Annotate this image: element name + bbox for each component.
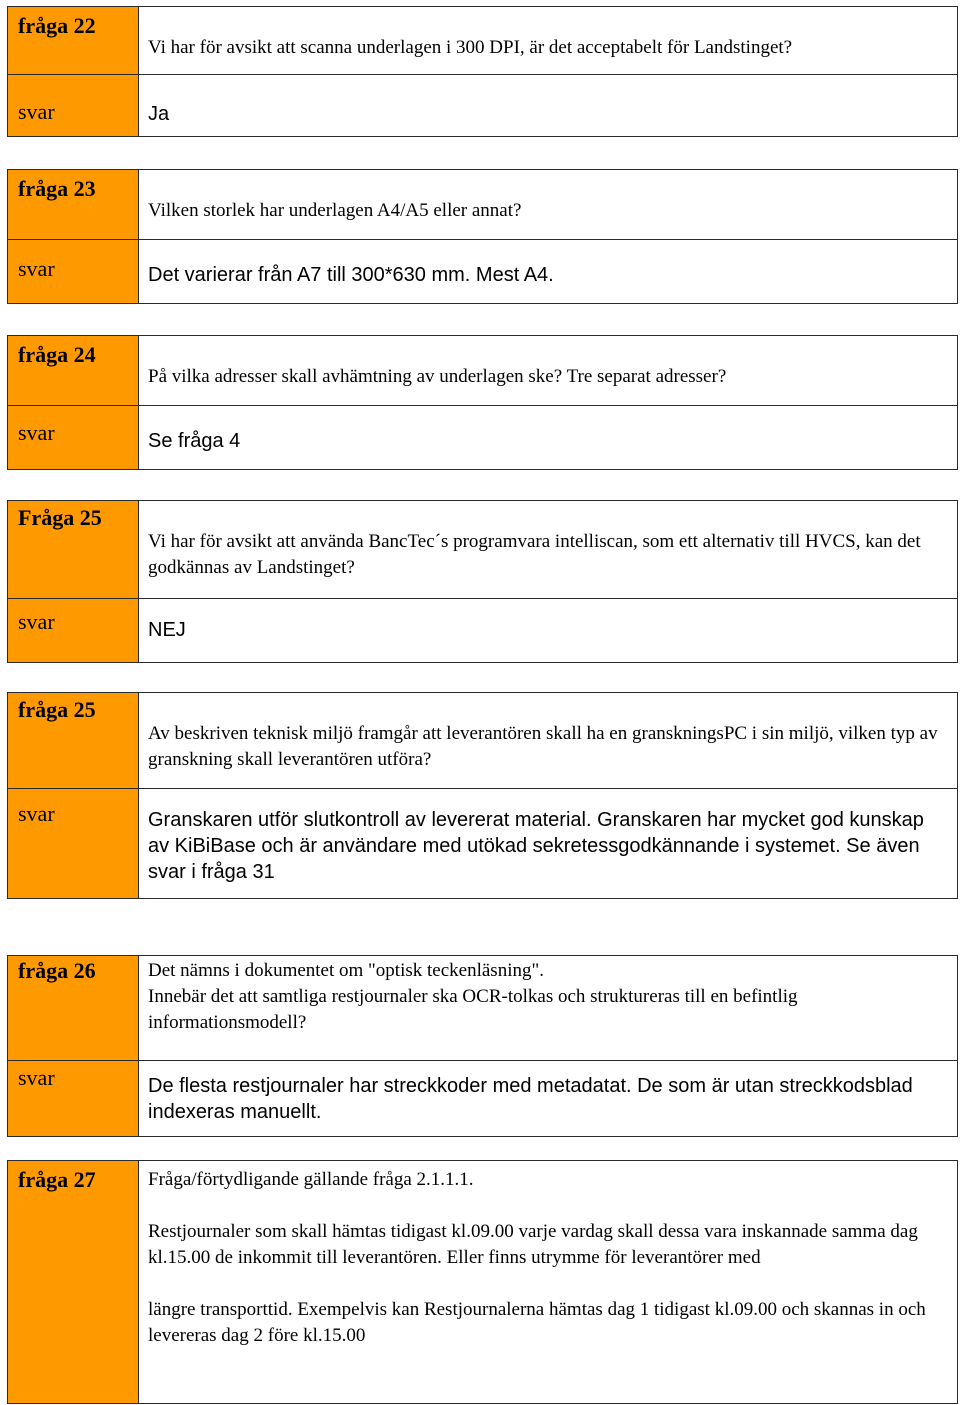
question-text: Av beskriven teknisk miljö framgår att leverantören skall ha en granskningsPC i sin miljö, vilken typ av granskning skall leverantören utföra? [148,723,938,770]
question-cell [139,956,958,1061]
answer-text: NEJ [148,619,186,641]
qa-table-25a [7,500,958,663]
question-label-cell [8,1161,139,1404]
question-label: fråga 26 [18,958,96,983]
question-label-cell [8,693,139,789]
question-text: Vi har för avsikt att använda BancTec´s programvara intelliscan, som ett alternativ till HVCS, kan det godkännas av Landstinget? [148,531,921,578]
answer-text: De flesta restjournaler har streckkoder med metadatat. De som är utan streckkodsblad indexeras manuellt. [148,1075,913,1123]
answer-text: Se fråga 4 [148,430,241,452]
question-label-cell [8,170,139,240]
question-text: Det nämns i dokumentet om "optisk teckenläsning". [148,960,544,981]
question-cell [139,501,958,599]
answer-label: svar [18,420,55,445]
answer-label: svar [18,1065,55,1090]
question-text: Vilken storlek har underlagen A4/A5 eller annat? [148,200,522,221]
question-label-cell [8,956,139,1061]
qa-table-26 [7,955,958,1137]
answer-label-cell [8,599,139,663]
qa-table-22 [7,6,958,137]
question-cell [139,7,958,75]
question-cell [139,170,958,240]
question-label: Fråga 25 [18,505,102,530]
question-text: Innebär det att samtliga restjournaler ska OCR-tolkas och struktureras till en befintlig informationsmodell? [148,986,798,1033]
answer-cell [139,599,958,663]
question-label: fråga 22 [18,13,96,38]
qa-table-25b [7,692,958,899]
answer-cell [139,75,958,137]
question-text: Restjournaler som skall hämtas tidigast kl.09.00 varje vardag skall dessa vara inskannade samma dag kl.15.00 de inkommit till leverantören. Eller finns utrymme för leverantörer med [148,1221,918,1268]
question-text: Vi har för avsikt att scanna underlagen i 300 DPI, är det acceptabelt för Landstinget? [148,37,793,58]
question-text: längre transporttid. Exempelvis kan Restjournalerna hämtas dag 1 tidigast kl.09.00 och skannas in och levereras dag 2 före kl.15.00 [148,1299,926,1346]
answer-cell [139,240,958,304]
qa-table-27 [7,1160,958,1404]
question-label: fråga 23 [18,176,96,201]
question-cell [139,336,958,406]
question-cell [139,1161,958,1404]
question-cell [139,693,958,789]
answer-cell [139,1061,958,1137]
question-label: fråga 27 [18,1167,96,1192]
answer-label: svar [18,801,55,826]
answer-label-cell [8,789,139,899]
answer-label: svar [18,99,55,124]
answer-label-cell [8,240,139,304]
question-text: På vilka adresser skall avhämtning av underlagen ske? Tre separat adresser? [148,366,727,387]
answer-label-cell [8,1061,139,1137]
question-label-cell [8,501,139,599]
answer-cell [139,406,958,470]
answer-label: svar [18,609,55,634]
answer-cell [139,789,958,899]
answer-text: Granskaren utför slutkontroll av levererat material. Granskaren har mycket god kunskap av KiBiBase och är användare med utökad sekretessgodkännande i systemet. Se även svar i fråga 31 [148,809,924,883]
question-text: Fråga/förtydligande gällande fråga 2.1.1.1. [148,1169,474,1190]
answer-label: svar [18,256,55,281]
answer-text: Det varierar från A7 till 300*630 mm. Mest A4. [148,264,554,286]
qa-table-24 [7,335,958,470]
question-label: fråga 24 [18,342,96,367]
answer-text: Ja [148,103,170,125]
question-label-cell [8,336,139,406]
answer-label-cell [8,75,139,137]
question-label: fråga 25 [18,697,96,722]
question-label-cell [8,7,139,75]
qa-table-23 [7,169,958,304]
answer-label-cell [8,406,139,470]
